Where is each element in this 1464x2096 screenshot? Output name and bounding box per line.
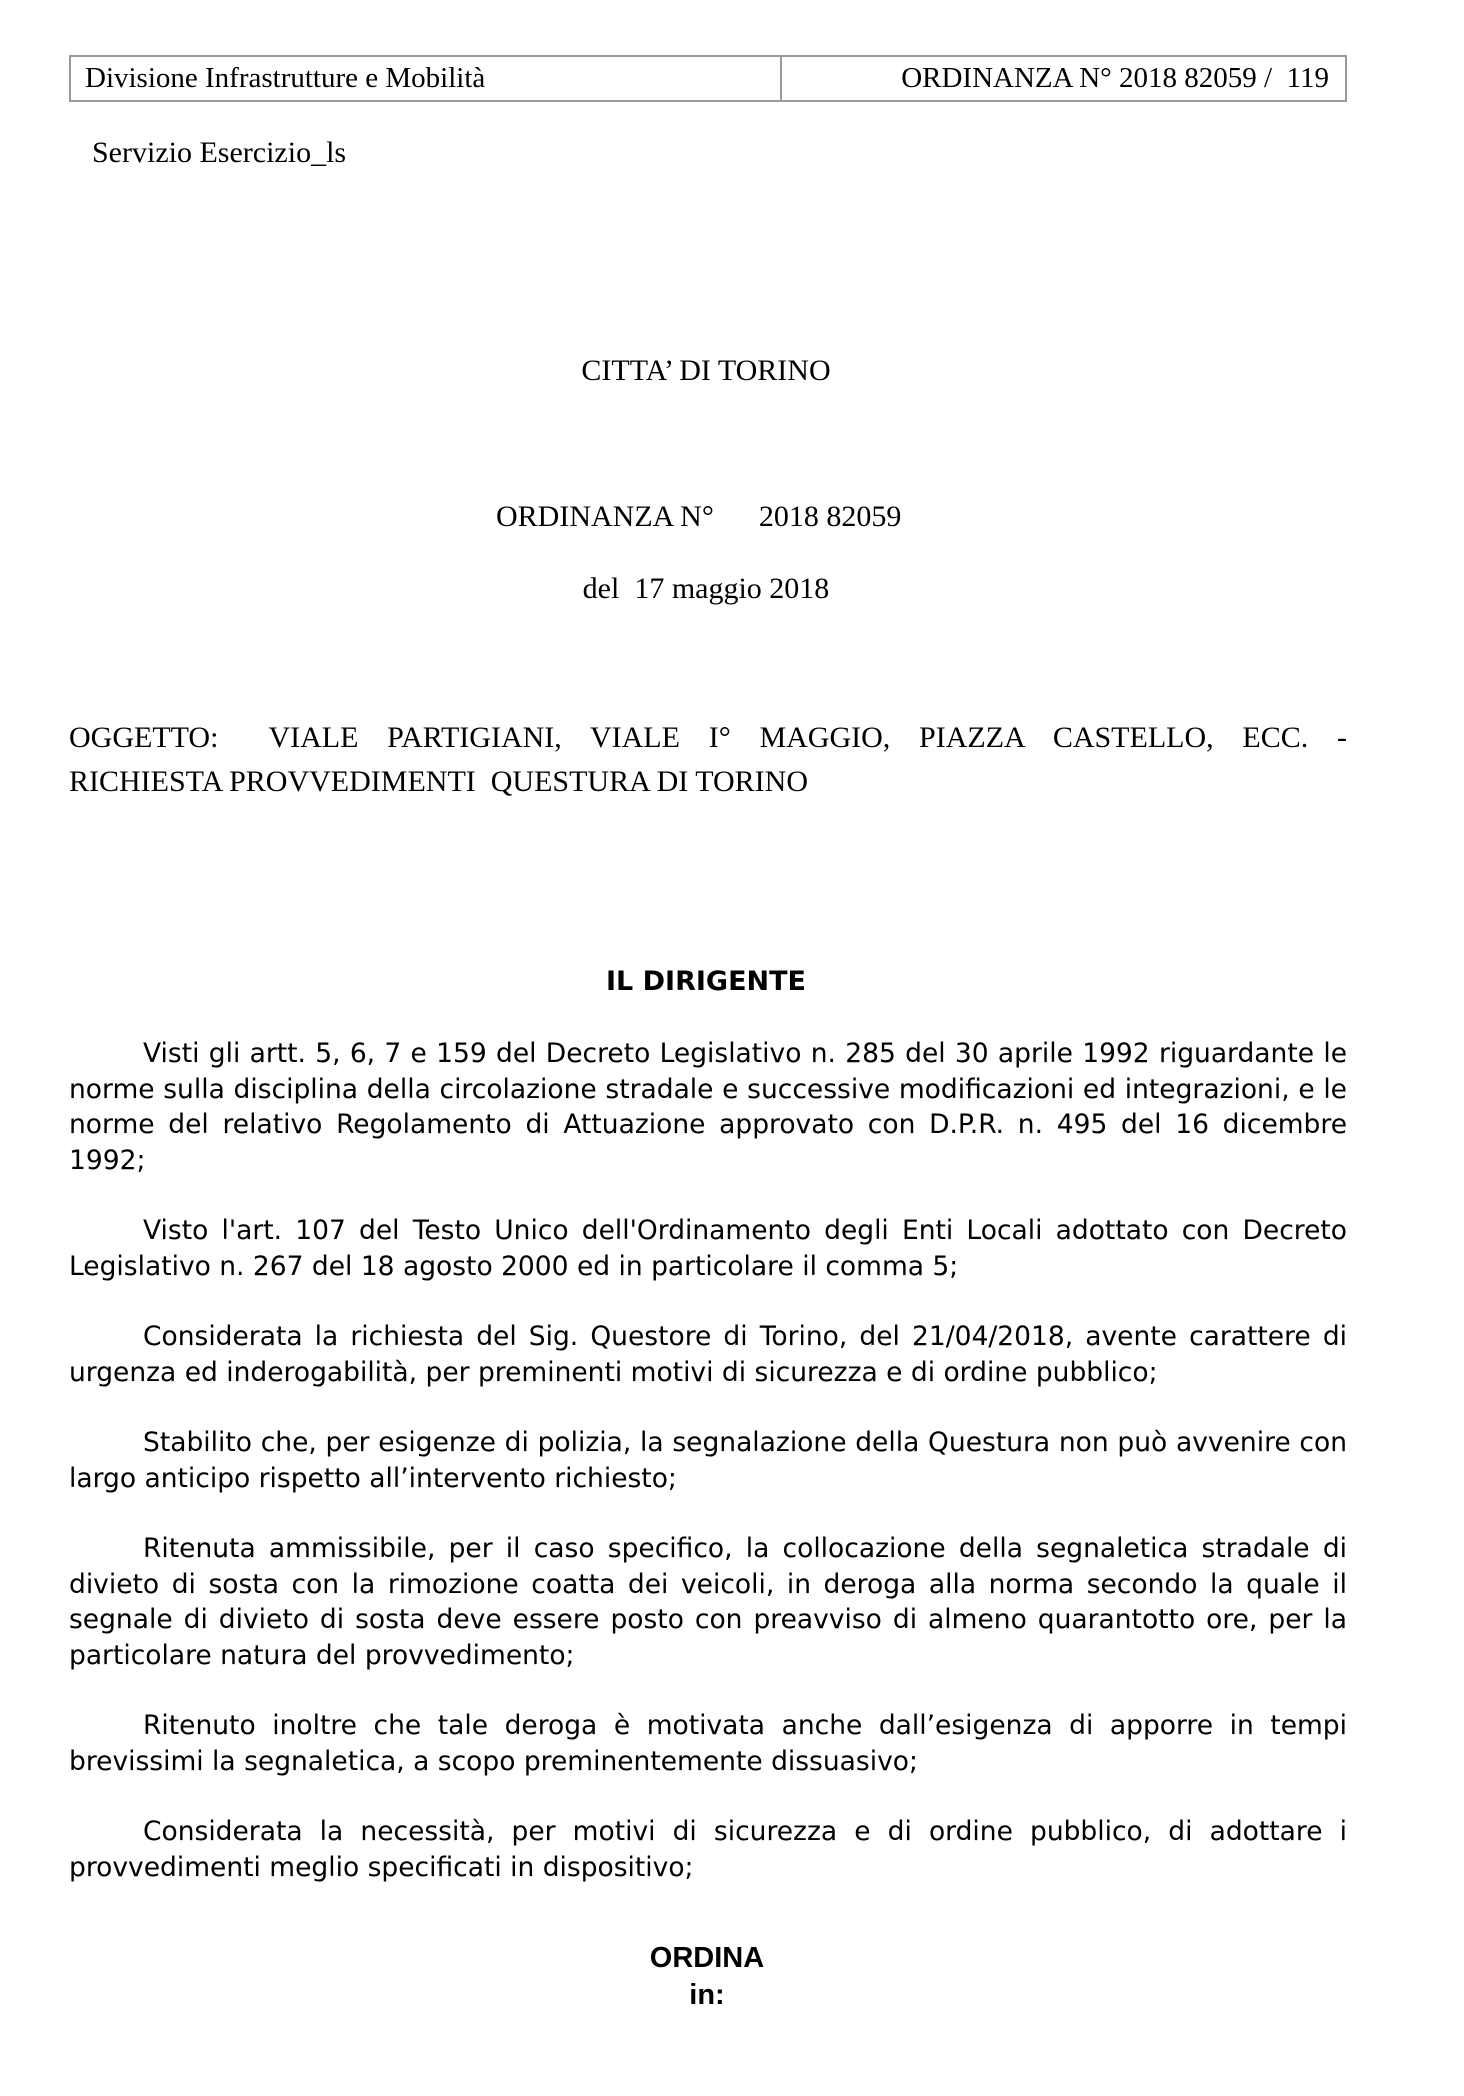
service-name: Servizio Esercizio_ls xyxy=(92,136,347,169)
subject-block xyxy=(69,716,1347,804)
header-division: Divisione Infrastrutture e Mobilità xyxy=(71,57,782,100)
ordina-title: ORDINA xyxy=(649,1942,765,1974)
ordina-heading xyxy=(0,1940,1414,2014)
ordinance-number-line xyxy=(496,500,901,534)
ordinance-label: ORDINANZA N° xyxy=(496,500,714,533)
city-title: CITTA’ DI TORINO xyxy=(581,354,831,387)
subject-label: OGGETTO: xyxy=(69,721,219,754)
ordinance-date: del 17 maggio 2018 xyxy=(582,572,830,605)
paragraph: Stabilito che, per esigenze di polizia, la segnalazione della Questura non può avvenire con largo anticipo rispetto all’intervento richiesto; xyxy=(69,1427,1347,1494)
header-ordinance-ref: ORDINANZA N° 2018 82059 / 119 xyxy=(901,62,1329,94)
ordina-subtitle: in: xyxy=(689,1979,725,2011)
subject-line-2: RICHIESTA PROVVEDIMENTI QUESTURA DI TORINO xyxy=(69,765,808,798)
ordinance-number: 2018 82059 xyxy=(758,500,902,533)
paragraph: Considerata la richiesta del Sig. Questore di Torino, del 21/04/2018, avente carattere di urgenza ed inderogabilità, per preminenti motivi di sicurezza e di ordine pubblico; xyxy=(69,1321,1347,1388)
dirigente-heading: IL DIRIGENTE xyxy=(605,966,806,997)
paragraph: Visti gli artt. 5, 6, 7 e 159 del Decreto Legislativo n. 285 del 30 aprile 1992 riguardante le norme sulla disciplina della circolazione stradale e successive modificazioni ed integrazioni, e le norme del relativo Regolamento di Attuazione approvato con D.P.R. n. 495 del 16 dicembre 1992; xyxy=(69,1038,1347,1176)
paragraph: Visto l'art. 107 del Testo Unico dell'Ordinamento degli Enti Locali adottato con Decreto Legislativo n. 267 del 18 agosto 2000 ed in particolare il comma 5; xyxy=(69,1215,1347,1282)
paragraph: Ritenuta ammissibile, per il caso specifico, la collocazione della segnaletica stradale di divieto di sosta con la rimozione coatta dei veicoli, in deroga alla norma secondo la quale il segnale di divieto di sosta deve essere posto con preavviso di almeno quarantotto ore, per la particolare natura del provvedimento; xyxy=(69,1533,1347,1671)
header-table xyxy=(69,55,1347,102)
subject-text-1: VIALE PARTIGIANI, VIALE I° MAGGIO, PIAZZA CASTELLO, ECC. - xyxy=(268,721,1347,754)
preamble-body xyxy=(69,1036,1347,1920)
subject-line-1 xyxy=(69,716,1347,760)
paragraph: Considerata la necessità, per motivi di sicurezza e di ordine pubblico, di adottare i provvedimenti meglio specificati in dispositivo; xyxy=(69,1816,1347,1883)
paragraph: Ritenuto inoltre che tale deroga è motivata anche dall’esigenza di apporre in tempi brevissimi la segnaletica, a scopo preminentemente dissuasivo; xyxy=(69,1710,1347,1777)
